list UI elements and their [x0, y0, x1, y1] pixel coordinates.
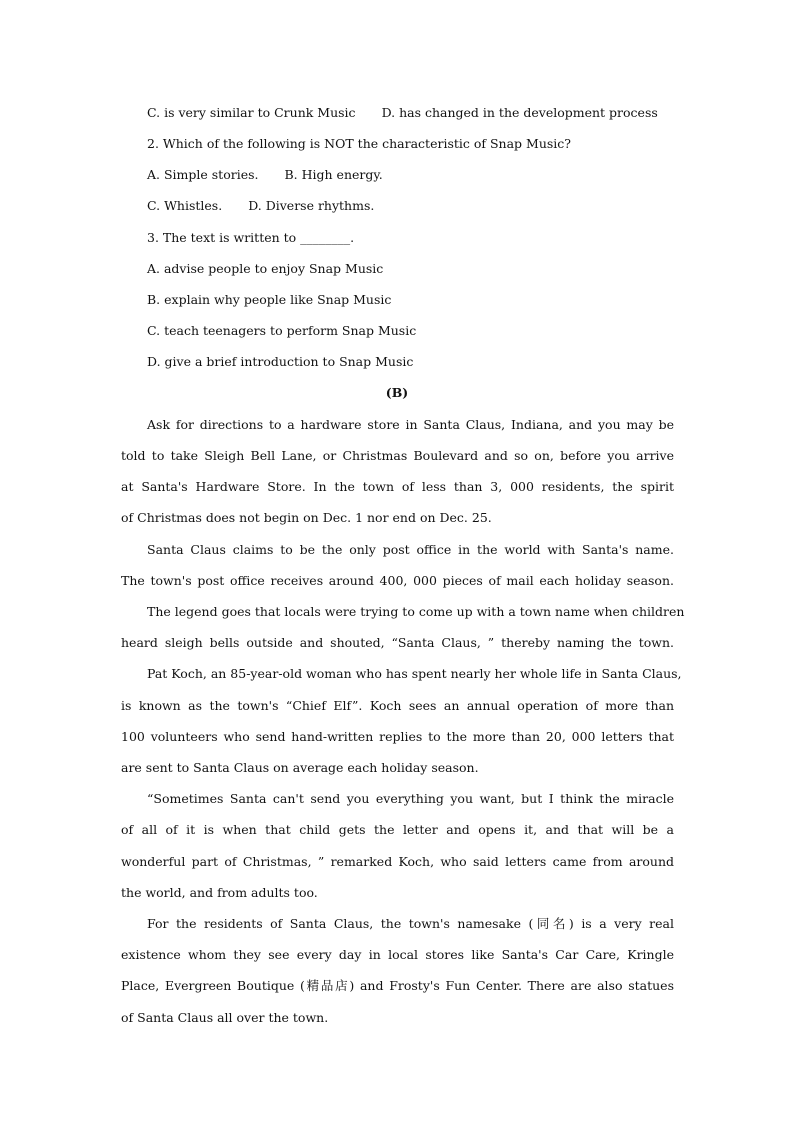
passage-line: existence whom they see every day in local stores like Santa's Car Care, Kringle [121, 947, 674, 962]
q3-option-c: C. teach teenagers to perform Snap Music [147, 323, 417, 338]
passage-line: Santa Claus claims to be the only post office in the world with Santa's name. [147, 542, 674, 557]
passage-line: Pat Koch, an 85-year-old woman who has spent nearly her whole life in Santa Claus, [147, 666, 682, 681]
q2-option-b: B. High energy. [284, 167, 383, 182]
passage-line: of Christmas does not begin on Dec. 1 nor end on Dec. 25. [121, 510, 492, 525]
q2-option-d: D. Diverse rhythms. [248, 198, 375, 213]
q2-options-ab [147, 167, 383, 183]
passage-line: wonderful part of Christmas, ” remarked Koch, who said letters came from around [121, 854, 674, 869]
q1-option-d: D. has changed in the development process [381, 105, 658, 120]
passage-line: heard sleigh bells outside and shouted, “Santa Claus, ” thereby naming the town. [121, 635, 674, 650]
passage-line: “Sometimes Santa can't send you everything you want, but I think the miracle [147, 791, 674, 806]
passage-line: told to take Sleigh Bell Lane, or Christmas Boulevard and so on, before you arrive [121, 448, 674, 463]
passage-line: 100 volunteers who send hand-written replies to the more than 20, 000 letters that [121, 729, 674, 744]
passage-line: For the residents of Santa Claus, the town's namesake (同名) is a very real [147, 916, 674, 931]
passage-line: The legend goes that locals were trying to come up with a town name when children [147, 604, 685, 619]
q1-options-cd [147, 105, 658, 121]
passage-line: The town's post office receives around 400, 000 pieces of mail each holiday season. [121, 573, 674, 588]
q2-option-c: C. Whistles. [147, 198, 223, 213]
section-b-heading: (B) [385, 385, 409, 400]
passage-line: are sent to Santa Claus on average each holiday season. [121, 760, 479, 775]
passage-line: at Santa's Hardware Store. In the town of less than 3, 000 residents, the spirit [121, 479, 674, 494]
q3-option-b: B. explain why people like Snap Music [147, 292, 392, 307]
q3-option-d: D. give a brief introduction to Snap Music [147, 354, 414, 369]
passage-line: Ask for directions to a hardware store in Santa Claus, Indiana, and you may be [147, 417, 674, 432]
q2-options-cd [147, 198, 374, 214]
passage-line: of Santa Claus all over the town. [121, 1010, 329, 1025]
passage-line: is known as the town's “Chief Elf”. Koch sees an annual operation of more than [121, 698, 674, 713]
passage-line: of all of it is when that child gets the letter and opens it, and that will be a [121, 822, 674, 837]
q3-question: 3. The text is written to ________. [147, 230, 355, 245]
q2-question: 2. Which of the following is NOT the characteristic of Snap Music? [147, 136, 571, 151]
q1-option-c: C. is very similar to Crunk Music [147, 105, 356, 120]
passage-line: Place, Evergreen Boutique (精品店) and Frosty's Fun Center. There are also statues [121, 978, 674, 993]
q2-option-a: A. Simple stories. [147, 167, 259, 182]
q3-option-a: A. advise people to enjoy Snap Music [147, 261, 384, 276]
passage-line: the world, and from adults too. [121, 885, 318, 900]
